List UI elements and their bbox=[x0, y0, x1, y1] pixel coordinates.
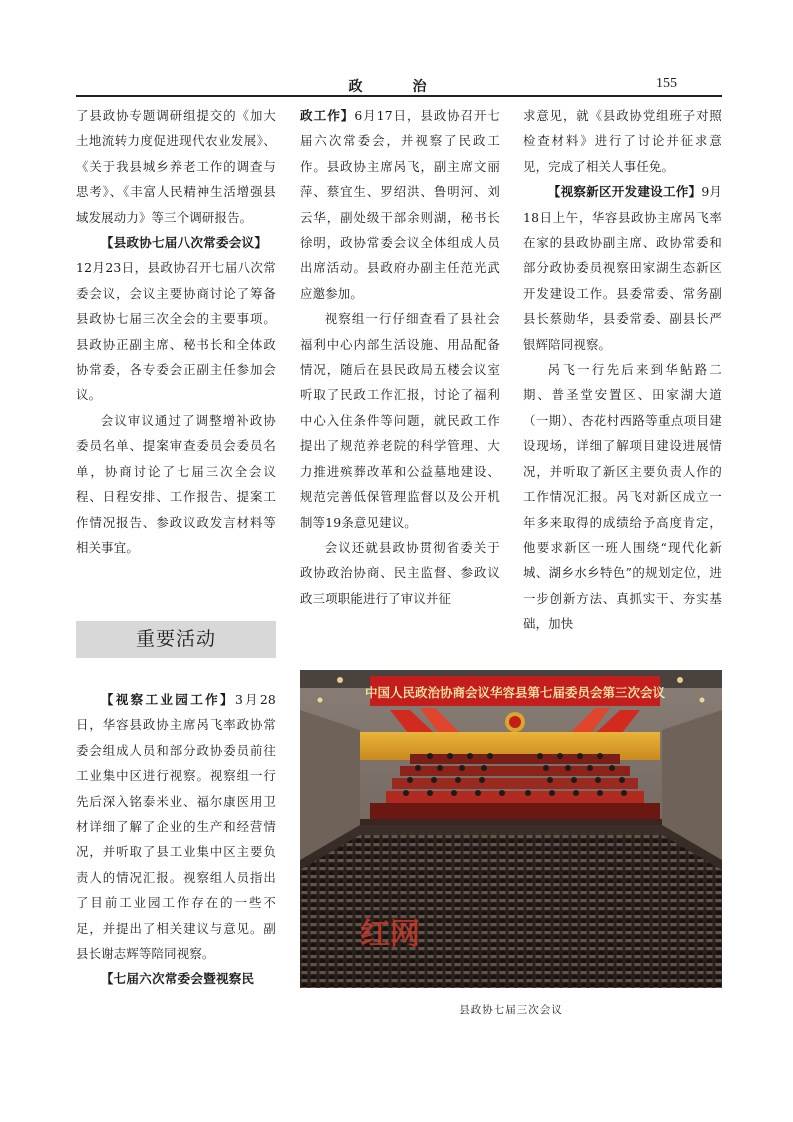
article-heading: 【视察新区开发建设工作】 bbox=[547, 184, 702, 200]
article-heading-continued bbox=[76, 966, 276, 991]
header-rule bbox=[76, 95, 722, 97]
column-1-top bbox=[76, 103, 276, 560]
watermark: 红网 bbox=[360, 917, 420, 952]
article-body: 3月28日，华容县政协主席呙飞率政协常委会组成人员和部分政协委员前往工业集中区进行视察。视察组一行先后深入铭泰米业、福尔康医用卫材详细了解了企业的生产和经营情况，并听取了县工业集中区主要负责人的情况汇报。视察组人员指出了目前工业园工作存在的一些不足，并提出了相关建议与意见。副县长谢志辉等陪同视察。 bbox=[76, 692, 276, 962]
article-paragraph bbox=[300, 103, 500, 306]
page-number: 155 bbox=[656, 76, 677, 91]
paragraph: 视察组一行仔细查看了县社会福利中心内部生活设施、用品配备情况，随后在县民政局五楼会议室听取了民政工作汇报，讨论了福利中心入住条件等问题，就民政工作提出了规范养老院的科学管理、大力推进殡葬改革和公益墓地建设、规范完善低保管理监督以及公开机制等19条意见建议。 bbox=[300, 311, 500, 530]
article-paragraph bbox=[523, 179, 722, 357]
article-body: 6月17日，县政协召开七届六次常委会，并视察了民政工作。县政协主席呙飞，副主席文丽萍、蔡宜生、罗绍洪、鲁明河、刘云华，副处级干部余则湖，秘书长徐明，政协常委会议全体组成人员出席活动。县政府办副主任范光武应邀参加。 bbox=[300, 108, 500, 301]
running-header-title: 政 治 bbox=[348, 79, 445, 95]
paragraph: 会议审议通过了调整增补政协委员名单、提案审查委员会委员名单，协商讨论了七届三次全会议程、日程安排、工作报告、提案工作情况报告、参政议政发言材料等相关事宜。 bbox=[76, 412, 276, 555]
article-heading: 【七届六次常委会暨视察民 bbox=[100, 971, 255, 987]
paragraph: 求意见，就《县政协党组班子对照检查材料》进行了讨论并征求意见，完成了相关人事任免。 bbox=[523, 108, 722, 174]
article-body: 9月18日上午，华容县政协主席呙飞率在家的县政协副主席、政协常委和部分政协委员视察田家湖生态新区开发建设工作。县委常委、常务副县长蔡勋华，县委常委、副县长严银辉陪同视察。 bbox=[523, 184, 723, 352]
paragraph: 呙飞一行先后来到华鲇路二期、普圣堂安置区、田家湖大道（一期）、杏花村西路等重点项目建设现场，详细了解项目建设进展情况，并听取了新区主要负责人作的工作情况汇报。呙飞对新区成立一年多来取得的成绩给予高度肯定，他要求新区一班人围绕“现代化新城、湖乡水乡特色”的规划定位，进一步创新方法、真抓实干、夯实基础，加快 bbox=[523, 362, 722, 632]
article-heading-and-body bbox=[76, 230, 276, 255]
article-heading: 【视察工业园工作】 bbox=[100, 692, 235, 707]
photo-caption: 县政协七届三次会议 bbox=[459, 1004, 563, 1016]
stage-banner-text: 中国人民政治协商会议华容县第七届委员会第三次会议 bbox=[364, 685, 666, 700]
paragraph: 12月23日，县政协召开七届八次常委会议，会议主要协商讨论了筹备县政协七届三次全会的主要事项。县政协正副主席、秘书长和全体政协常委，各专委会正副主任参加会议。 bbox=[76, 260, 276, 403]
article-heading-tail: 政工作】 bbox=[300, 108, 355, 123]
article-paragraph bbox=[76, 687, 276, 966]
paragraph: 会议还就县政协贯彻省委关于政协政治协商、民主监督、参政议政三项职能进行了审议并征 bbox=[300, 539, 500, 606]
conference-hall-illustration bbox=[300, 670, 722, 988]
audience-heads bbox=[300, 835, 722, 988]
conference-photo bbox=[300, 670, 722, 988]
column-2 bbox=[300, 103, 500, 611]
presidium-rows bbox=[386, 753, 644, 803]
column-1-bottom bbox=[76, 687, 276, 992]
section-banner: 重要活动 bbox=[76, 621, 276, 658]
column-3 bbox=[523, 103, 722, 637]
stage-front bbox=[370, 803, 660, 819]
paragraph: 了县政协专题调研组提交的《加大土地流转力度促进现代农业发展》、《关于我县城乡养老工作的调查与思考》、《丰富人民精神生活增强县域发展动力》等三个调研报告。 bbox=[76, 108, 276, 225]
article-heading: 【县政协七届八次常委会议】 bbox=[100, 235, 268, 251]
